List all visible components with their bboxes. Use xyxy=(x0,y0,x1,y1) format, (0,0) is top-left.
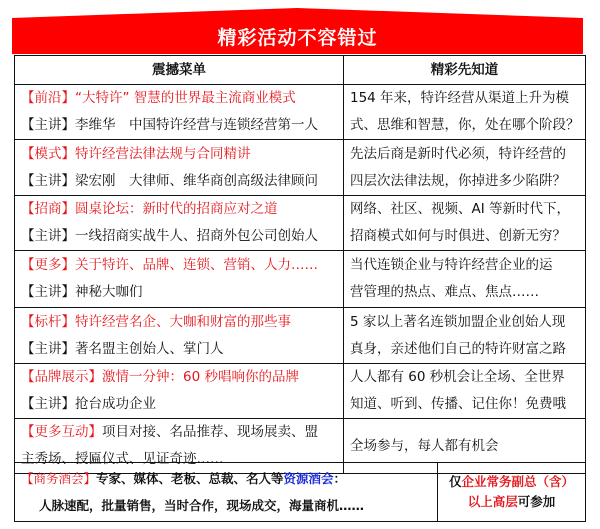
cocktail-cell xyxy=(15,463,438,522)
table-row xyxy=(15,140,586,196)
session-topic: 【更多互动】项目对接、名品推荐、现场展卖、盟 xyxy=(21,424,318,440)
session-desc: 5 家以上著名连锁加盟企业创始人现 真身，亲述他们自己的特许财富之路 xyxy=(344,308,586,364)
session-topic: 【前沿】“大特许” 智慧的世界最主流商业模式 xyxy=(21,90,296,106)
cocktail-line2: 人脉速配，批量销售，当时合作，现场成交，海量商机…… xyxy=(39,498,365,513)
session-cell xyxy=(15,85,344,140)
footer-row xyxy=(15,463,586,522)
session-speaker: 【主讲】神秘大咖们 xyxy=(21,284,143,300)
session-topic-cont: 主秀场、授匾仪式、见证奇迹…… xyxy=(21,451,224,467)
session-speaker: 【主讲】李维华 中国特许经营与连锁经营第一人 xyxy=(21,117,318,133)
banner xyxy=(12,6,583,54)
header-menu: 震撼菜单 xyxy=(15,56,344,85)
activity-table xyxy=(14,55,586,474)
session-cell xyxy=(15,196,344,251)
header-preview: 精彩先知道 xyxy=(344,56,586,85)
table-row xyxy=(15,308,586,364)
session-topic: 【品牌展示】激情一分钟：60 秒唱响你的品牌 xyxy=(21,369,299,385)
session-speaker: 【主讲】梁宏刚 大律师、维华商创高级法律顾问 xyxy=(21,172,318,189)
session-cell xyxy=(15,308,344,364)
session-desc: 人人都有 60 秒机会让全场、全世界 知道、听到、传播、记住你！免费哦 xyxy=(344,364,586,419)
session-topic: 【招商】圆桌论坛：新时代的招商应对之道 xyxy=(21,201,278,217)
session-cell xyxy=(15,251,344,308)
table-row xyxy=(15,364,586,419)
session-topic: 【标杆】特许经营名企、大咖和财富的那些事 xyxy=(21,313,291,330)
session-desc: 全场参与，每人都有机会 xyxy=(344,419,586,474)
session-cell xyxy=(15,140,344,196)
table-row xyxy=(15,251,586,308)
table-row xyxy=(15,85,586,140)
session-desc: 先法后商是新时代必须，特许经营的 四层次法律法规，你掉进多少陷阱？ xyxy=(344,140,586,196)
eligibility-note: 仅企业常务副总（含） 以上高层可参加 xyxy=(438,463,586,522)
session-speaker: 【主讲】抢台成功企业 xyxy=(21,396,156,412)
session-desc: 网络、社区、视频、AI 等新时代下， 招商模式如何与时俱进、创新无穷？ xyxy=(344,196,586,251)
session-topic: 【模式】特许经营法律法规与合同精讲 xyxy=(21,145,251,162)
session-desc: 154 年来，特许经营从渠道上升为模 式、思维和智慧，你，处在哪个阶段？ xyxy=(344,85,586,140)
session-desc: 当代连锁企业与特许经营企业的运 营管理的热点、难点、焦点…… xyxy=(344,251,586,308)
table-row xyxy=(15,196,586,251)
footer-table xyxy=(14,462,586,522)
banner-title: 精彩活动不容错过 xyxy=(217,27,378,49)
session-speaker: 【主讲】著名盟主创始人、掌门人 xyxy=(21,340,224,357)
session-topic: 【更多】关于特许、品牌、连锁、营销、人力…… xyxy=(21,257,318,273)
session-cell xyxy=(15,364,344,419)
table-header-row xyxy=(15,56,586,85)
cocktail-line1: 【商务酒会】专家、媒体、老板、总裁、名人等资源酒会： xyxy=(21,471,347,486)
session-speaker: 【主讲】一线招商实战牛人、招商外包公司创始人 xyxy=(21,228,318,244)
